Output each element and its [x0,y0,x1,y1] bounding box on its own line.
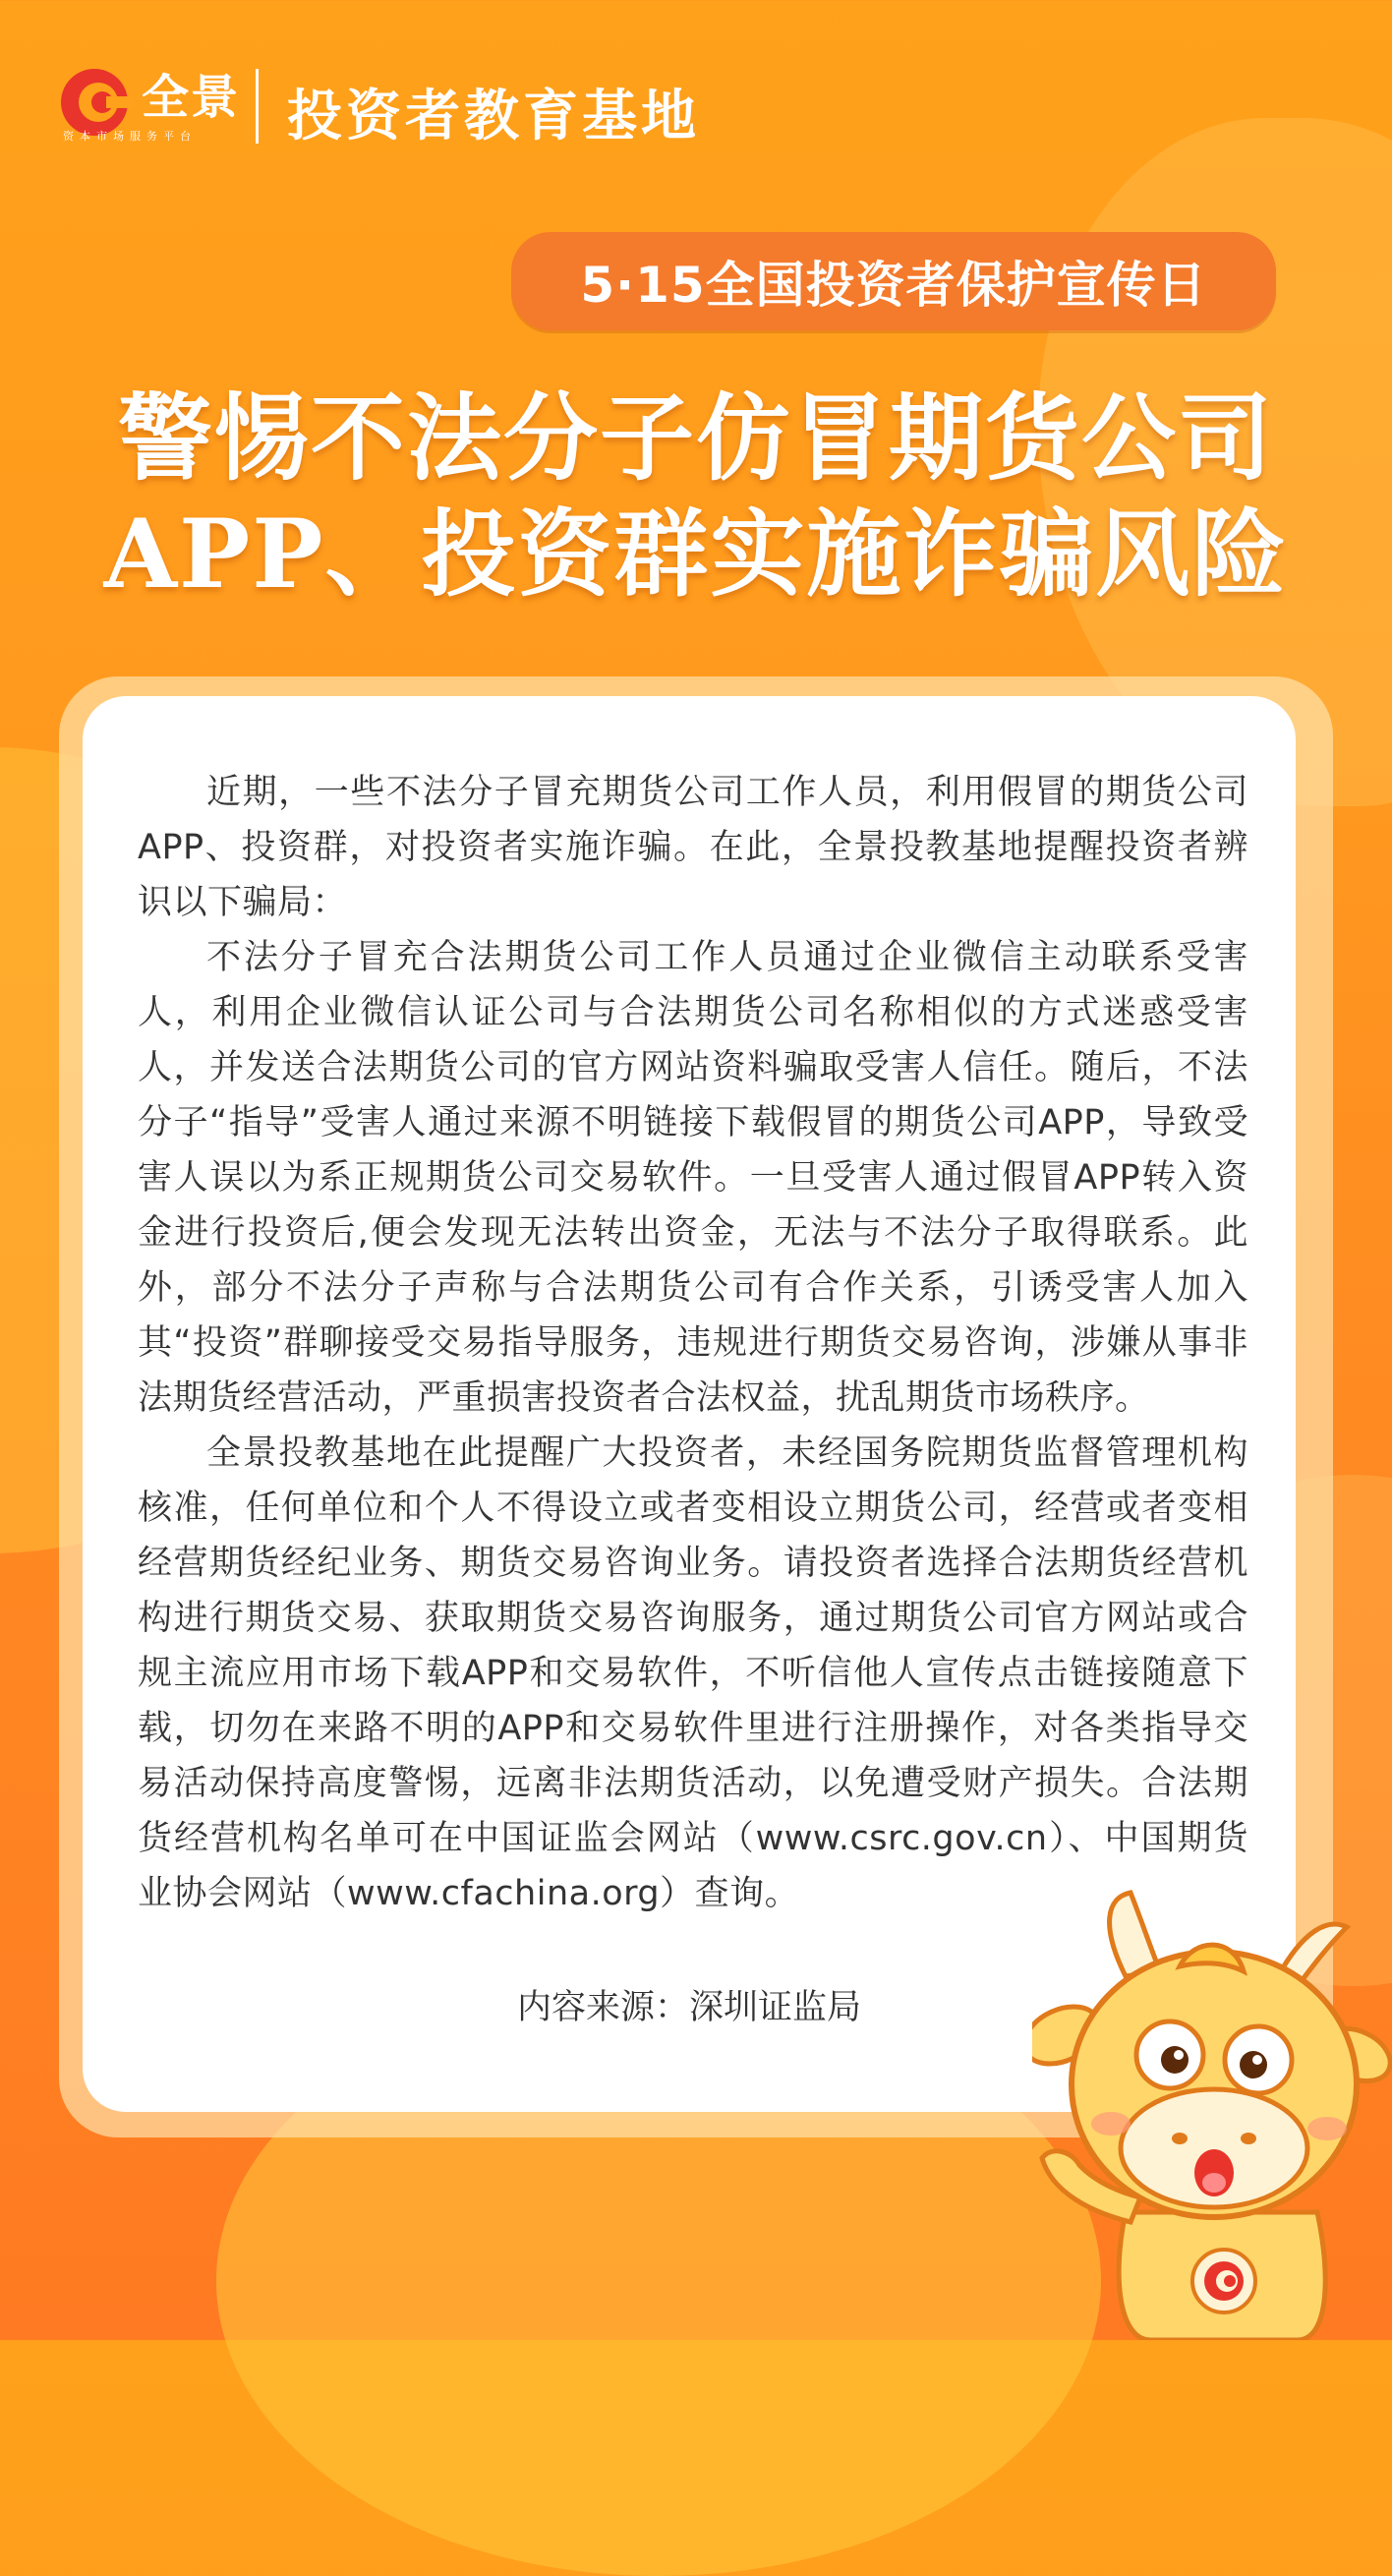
article-body [138,765,1248,1921]
headline-line-2: APP、投资群实施诈骗风险 [103,498,1289,610]
article-paragraph: 近期，一些不法分子冒充期货公司工作人员，利用假冒的期货公司APP、投资群，对投资者实施诈骗。在此，全景投教基地提醒投资者辨识以下骗局： [138,773,1248,922]
event-badge: 5·15全国投资者保护宣传日 [511,232,1276,330]
header-divider [256,69,259,144]
brand-tagline: 资本市场服务平台 [63,130,197,143]
article-paragraph: 全景投教基地在此提醒广大投资者，未经国务院期货监督管理机构核准，任何单位和个人不得设立或者变相设立期货公司，经营或者变相经营期货经纪业务、期货交易咨询业务。请投资者选择合法期货经营机构进行期货交易、获取期货交易咨询服务，通过期货公司官方网站或合规主流应用市场下载APP和交易软件，不听信他人宣传点击链接随意下载，切勿在来路不明的APP和交易软件里进行注册操作，对各类指导交易活动保持高度警惕，远离非法期货活动，以免遭受财产损失。合法期货经营机构名单可在中国证监会网站（www.csrc.gov.cn）、中国期货业协会网站（www.cfachina.org）查询。 [138,1434,1248,1913]
brand-name: 全景 [142,70,241,125]
header-title: 投资者教育基地 [287,85,700,148]
headline-line-1: 警惕不法分子仿冒期货公司 [118,382,1274,494]
article-paragraph: 不法分子冒充合法期货公司工作人员通过企业微信主动联系受害人，利用企业微信认证公司与合法期货公司名称相似的方式迷惑受害人，并发送合法期货公司的官方网站资料骗取受害人信任。随后，不法分子“指导”受害人通过来源不明链接下载假冒的期货公司APP，导致受害人误以为系正规期货公司交易软件。一旦受害人通过假冒APP转入资金进行投资后,便会发现无法转出资金，无法与不法分子取得联系。此外，部分不法分子声称与合法期货公司有合作关系，引诱受害人加入其“投资”群聊接受交易指导服务，违规进行期货交易咨询，涉嫌从事非法期货经营活动，严重损害投资者合法权益，扰乱期货市场秩序。 [138,938,1248,1418]
cow-mascot-icon [1032,1888,1392,2340]
header [55,55,743,153]
article-source: 内容来源：深圳证监局 [516,1988,861,2027]
